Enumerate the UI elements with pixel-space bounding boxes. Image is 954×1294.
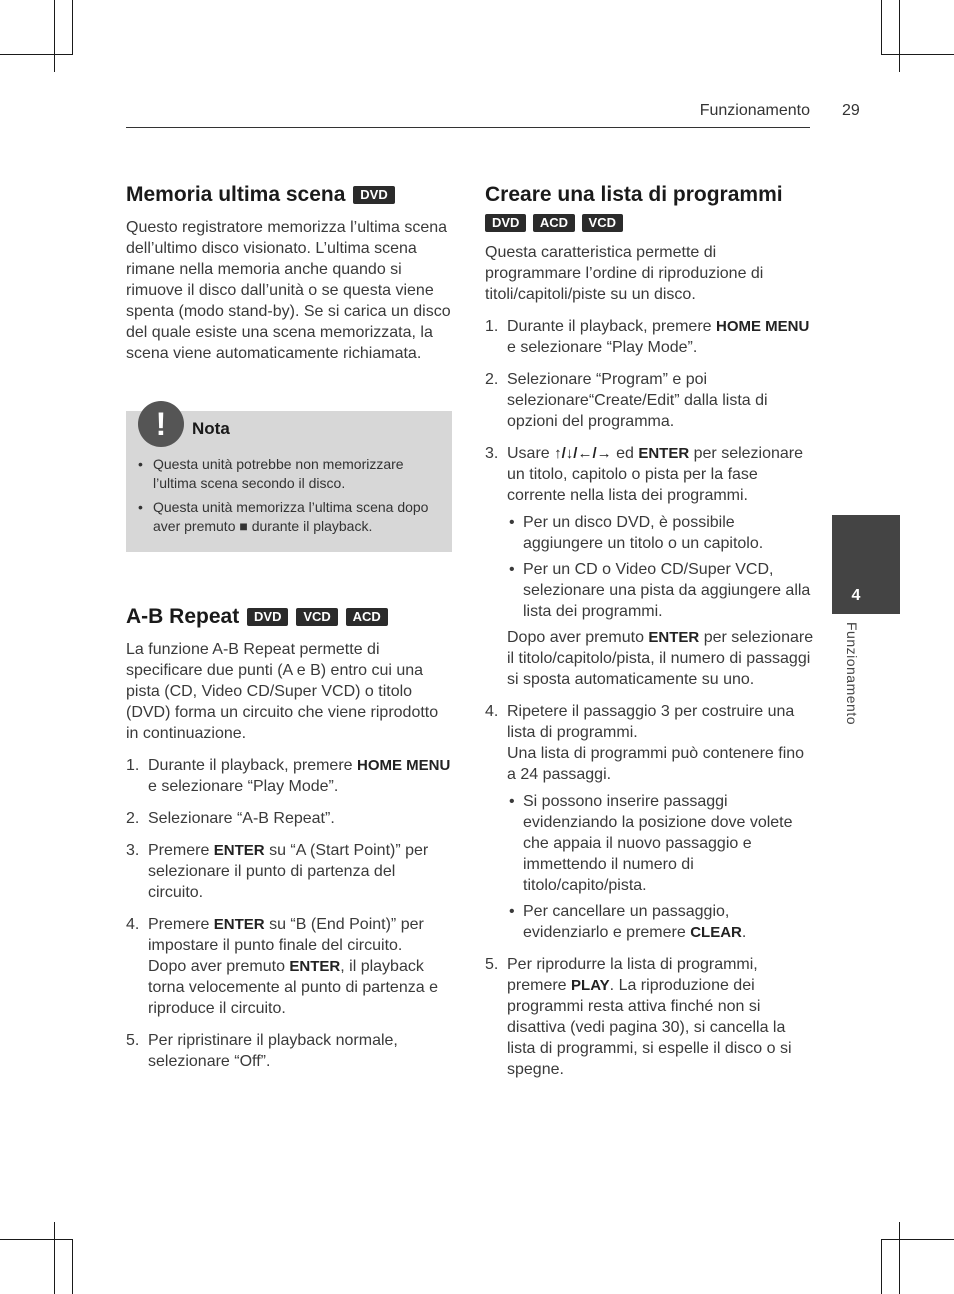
crop-mark (899, 1222, 900, 1294)
crop-mark (0, 1239, 72, 1240)
step-number: 4. (485, 703, 499, 721)
disc-badge: VCD (582, 214, 623, 232)
note-item: • Questa unità potrebbe non memorizzare l’ultima scena secondo il disco. (138, 455, 438, 493)
note-title: Nota (192, 419, 230, 438)
step-item (126, 808, 452, 829)
section-title-ab-repeat (126, 602, 452, 632)
step-text: , il playback torna velocemente al punto di partenza e riproduce il circuito. (148, 958, 438, 1017)
memoria-body: Questo registratore memorizza l’ultima scena dell’ultimo disco visionato. L’ultima scena rimane nella memoria anche quando si rimuove il disco dall’unità o se questa viene spenta (modo stand-by). Se si carica un disco del quale esiste una scena memorizzata, la scena viene automaticamente richiamata. (126, 219, 451, 362)
note-item: • Questa unità memorizza l’ultima scena dopo aver premuto ■ durante il playback. (138, 498, 438, 536)
crop-mark (54, 1222, 55, 1294)
step-text: Ripetere il passaggio 3 per costruire una lista di programmi. (507, 703, 795, 742)
section-title-memoria (126, 180, 452, 210)
step-item (126, 1030, 452, 1072)
right-column (485, 180, 815, 1080)
sub-item: • Si possono inserire passaggi evidenziando la posizione dove volete che appaia il nuovo passaggio e immettendo il numero di titolo/capito/pista. (507, 791, 815, 896)
disc-badge: ACD (346, 608, 388, 626)
sub-item: • Per un CD o Video CD/Super VCD, selezionare una pista da aggiungere alla lista dei programmi. (507, 559, 815, 622)
step-text: Selezionare “Program” e poi selezionare“Create/Edit” dalla lista di opzioni del programma. (507, 371, 768, 431)
button-keyword: HOME MENU (715, 318, 810, 336)
step-text: . (741, 924, 747, 942)
crop-mark (899, 0, 900, 72)
left-column (126, 180, 452, 364)
note-box (126, 406, 452, 552)
crop-mark (881, 0, 882, 55)
button-keyword: ENTER (289, 958, 341, 975)
step-text: Premere (148, 916, 214, 933)
programmi-intro: Questa caratteristica permette di programmare l’ordine di riproduzione di titoli/capitoli/piste su un disco. (485, 244, 764, 304)
step-item (485, 701, 815, 943)
step-number: 3. (485, 445, 499, 463)
step-item (126, 755, 452, 797)
step-item (485, 443, 815, 690)
disc-badge: DVD (485, 214, 526, 232)
page-number: 29 (842, 102, 860, 119)
step-text: Dopo aver premuto (148, 958, 290, 975)
step-item (485, 954, 815, 1080)
step-item (485, 316, 815, 358)
step-text: per selezionare un titolo, capitolo o pista per la fase corrente nella lista dei programmi. (507, 445, 804, 505)
step-text: Premere (148, 842, 214, 859)
step-text: per selezionare il titolo/capitolo/pista, il numero di passaggi si sposta automaticamente su uno. (507, 629, 814, 689)
step-text: Selezionare “A-B Repeat”. (148, 810, 335, 827)
sub-list (507, 512, 815, 622)
chapter-number: 4 (851, 587, 861, 604)
memoria-title-text: Memoria ultima scena (126, 183, 346, 206)
ab-repeat-title-text: A-B Repeat (126, 605, 240, 628)
crop-mark (0, 54, 72, 55)
ab-repeat-steps (126, 755, 452, 1072)
crop-mark (882, 1239, 954, 1240)
step-text: Per ripristinare il playback normale, selezionare “Off”. (148, 1032, 398, 1070)
step-number: 4. (126, 916, 140, 933)
page-header (126, 100, 810, 128)
ab-repeat-intro: La funzione A-B Repeat permette di specificare due punti (A e B) entro cui una pista (CD, Video CD/Super VCD) o titolo (DVD) forma un circuito che viene riprodotto in continuazione. (126, 641, 439, 742)
step-text: su “A (Start Point)” per selezionare il punto di partenza del circuito. (148, 842, 429, 901)
step-number: 5. (485, 956, 499, 974)
section-title-programmi: Creare una lista di programmi (485, 183, 783, 206)
sub-list (507, 791, 815, 943)
step-item (126, 914, 452, 1019)
button-keyword: ENTER (638, 445, 690, 463)
button-keyword: ENTER (648, 629, 700, 647)
step-text: Per riprodurre la lista di programmi, premere (507, 956, 758, 995)
crop-mark (72, 0, 73, 55)
step-text: e selezionare “Play Mode”. (148, 778, 339, 795)
step-text: Per cancellare un passaggio, evidenziarlo e premere (523, 903, 730, 942)
step-text: e selezionare “Play Mode”. (507, 339, 698, 357)
chapter-tab (832, 515, 900, 614)
step-number: 1. (126, 757, 140, 774)
step-number: 3. (126, 842, 140, 859)
header-section-title: Funzionamento (699, 102, 810, 119)
step-number: 2. (485, 371, 499, 389)
exclamation-icon: ! (138, 401, 184, 447)
step-text: Una lista di programmi può contenere fino a 24 passaggi. (507, 745, 805, 784)
step-text: ed (611, 445, 639, 463)
step-text: Dopo aver premuto (507, 629, 649, 647)
step-number: 1. (485, 318, 499, 336)
step-text: Durante il playback, premere (507, 318, 716, 336)
crop-mark (882, 54, 954, 55)
button-keyword: ENTER (213, 916, 265, 933)
step-text: . La riproduzione dei programmi resta attiva finché non si disattiva (vedi pagina 30), si cancella la lista di programmi, si espelle il disco o si spegne. (507, 977, 792, 1079)
chapter-label: Funzionamento (844, 622, 860, 726)
step-text: Durante il playback, premere (148, 757, 357, 774)
disc-badge: ACD (533, 214, 575, 232)
programmi-steps (485, 316, 815, 1080)
arrow-keys-icon: ↑/↓/←/→ (554, 445, 612, 463)
crop-mark (54, 0, 55, 72)
sub-item: • Per un disco DVD, è possibile aggiungere un titolo o un capitolo. (507, 512, 815, 554)
button-keyword: CLEAR (690, 924, 742, 942)
button-keyword: ENTER (213, 842, 265, 859)
step-text: su “B (End Point)” per impostare il punto finale del circuito. (148, 916, 424, 954)
badge-row (485, 214, 815, 232)
step-followup (507, 627, 815, 690)
disc-badge: VCD (296, 608, 337, 626)
crop-mark (881, 1239, 882, 1294)
step-item (485, 369, 815, 432)
disc-badge: DVD (353, 186, 394, 204)
button-keyword: HOME MENU (356, 757, 451, 774)
ab-repeat-section (126, 602, 452, 1072)
crop-mark (72, 1239, 73, 1294)
step-number: 5. (126, 1032, 140, 1049)
step-text: Usare (507, 445, 555, 463)
button-keyword: PLAY (571, 977, 610, 995)
step-number: 2. (126, 810, 140, 827)
note-list (138, 455, 438, 541)
step-item (126, 840, 452, 903)
disc-badge: DVD (247, 608, 288, 626)
sub-item (507, 901, 815, 943)
